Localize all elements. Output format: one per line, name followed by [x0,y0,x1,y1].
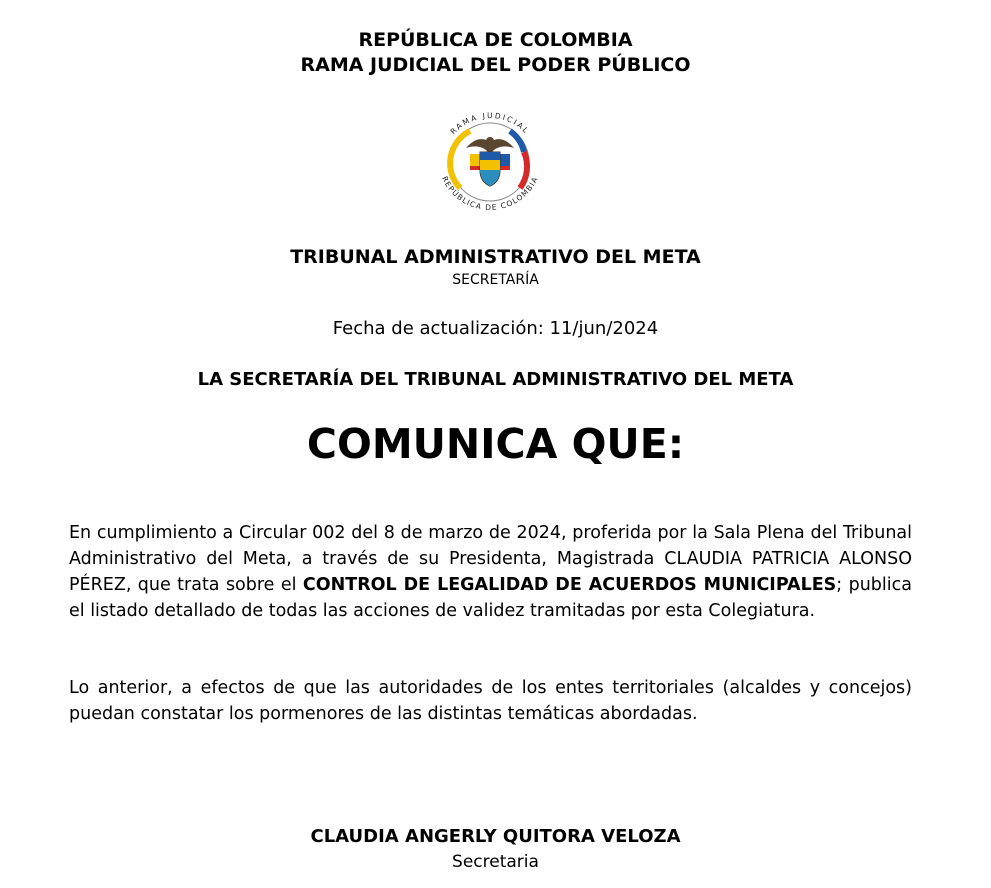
body-text: ; publica el listado detallado de todas las acciones de validez tramitadas por esta Colegiatura. [69,575,912,621]
rama-judicial-seal-icon [420,100,560,224]
body-text: En cumplimiento a Circular 002 del 8 de marzo de 2024, proferida por la Sala Plena del Tribunal Administrativo del Meta, a través de su Presidenta, Magistrada CLAUDIA PATRICIA ALONSO PÉREZ, que trata sobre el [69,523,912,595]
tribunal-name: TRIBUNAL ADMINISTRATIVO DEL META [290,246,701,268]
announcement-line: LA SECRETARÍA DEL TRIBUNAL ADMINISTRATIVO DEL META [197,369,794,390]
office-unit: SECRETARÍA [452,272,539,288]
svg-text:REPÚBLICA DE COLOMBIA: REPÚBLICA DE COLOMBIA [440,174,540,213]
body-paragraph-2: Lo anterior, a efectos de que las autoridades de los entes territoriales (alcaldes y concejos) puedan constatar los pormenores de las distintas temáticas abordadas. [69,678,912,724]
body-emphasis: CONTROL DE LEGALIDAD DE ACUERDOS MUNICIPALES [302,575,837,595]
header-country: REPÚBLICA DE COLOMBIA [358,29,633,51]
update-date: Fecha de actualización: 11/jun/2024 [332,318,659,339]
header-branch: RAMA JUDICIAL DEL PODER PÚBLICO [300,54,691,76]
body-paragraph-1 [69,520,912,624]
signer-role: Secretaria [452,852,539,872]
signer-name: CLAUDIA ANGERLY QUITORA VELOZA [310,826,681,847]
svg-text:RAMA JUDICIAL: RAMA JUDICIAL [448,110,532,137]
headline: COMUNICA QUE: [306,420,685,468]
